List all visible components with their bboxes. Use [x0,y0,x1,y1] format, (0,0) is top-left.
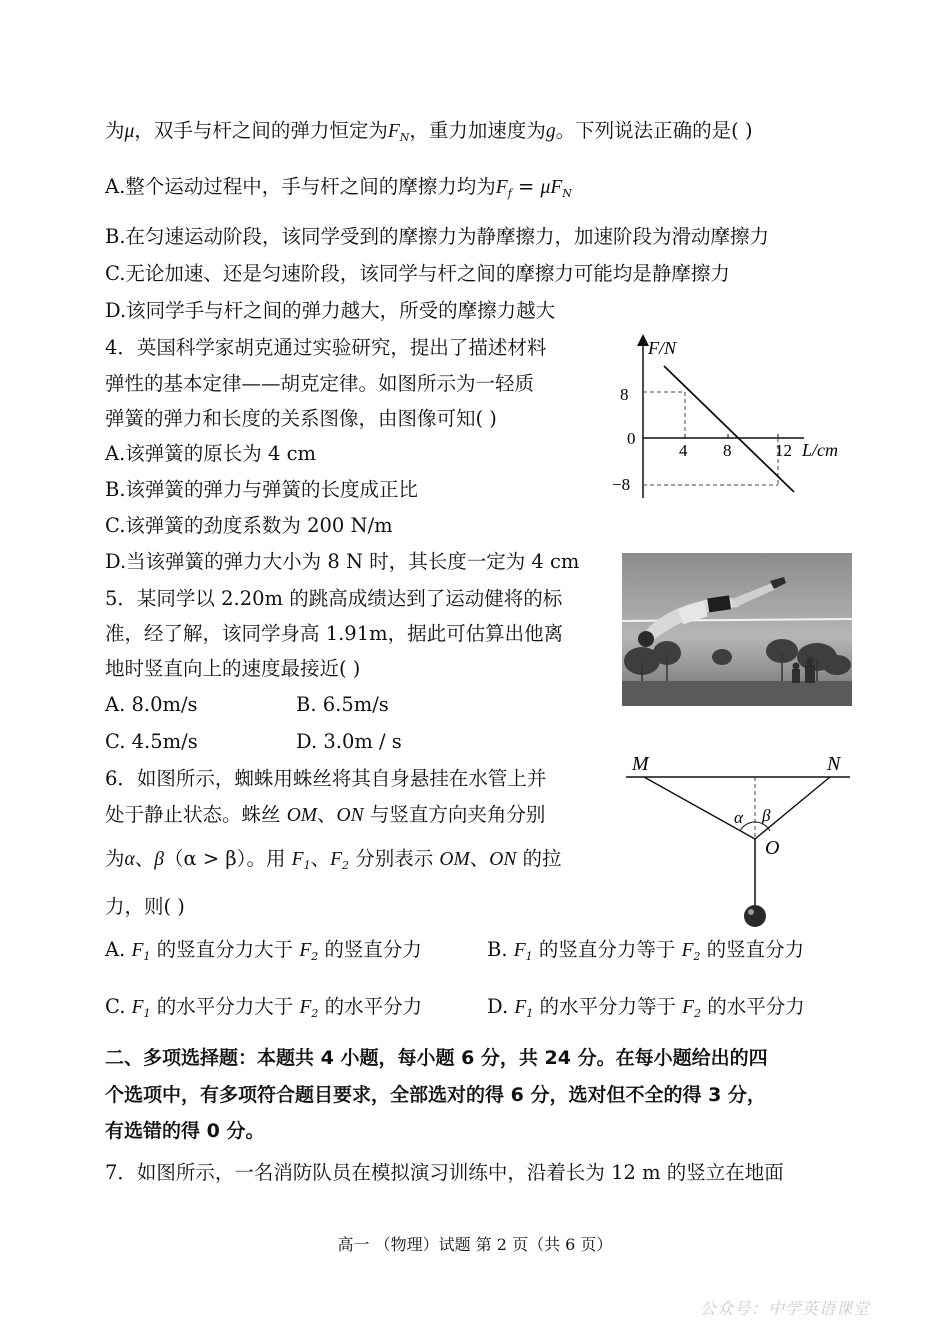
q4-stem-line2: 弹性的基本定律——胡克定律。如图所示为一轻质 [105,372,535,395]
q5-option-d: D. 3.0m / s [296,730,402,753]
label-alpha: α [734,808,743,827]
q5-option-a: A. 8.0m/s [105,693,198,716]
spider-ball [744,905,766,927]
q4-option-b: B.该弹簧的弹力与弹簧的长度成正比 [105,478,419,501]
x-tick-4: 4 [679,441,688,460]
label-o: O [765,837,780,859]
y-tick-8: 8 [620,385,629,404]
x-tick-8: 8 [723,441,732,460]
section2-heading-line3: 有选错的得 0 分。 [105,1120,265,1142]
q4-stem-line1: 4．英国科学家胡克通过实验研究，提出了描述材料 [105,336,547,359]
force-length-line [664,366,794,492]
q3-option-b: B.在匀速运动阶段，该同学受到的摩擦力为静摩擦力，加速阶段为滑动摩擦力 [105,225,770,248]
q6-option-c: C. $F_1$ 的水平分力大于 $F_2$ 的水平分力 [105,995,423,1020]
q3-option-c: C.无论加速、还是匀速阶段，该同学与杆之间的摩擦力可能均是静摩擦力 [105,262,730,285]
q3-option-d: D.该同学手与杆之间的弹力越大，所受的摩擦力越大 [105,299,556,322]
q6-stem-line1: 6．如图所示，蜘蛛用蛛丝将其自身悬挂在水管上并 [105,767,547,790]
q4-option-c: C.该弹簧的劲度系数为 200 N/m [105,514,393,537]
q7-stem-line1: 7．如图所示，一名消防队员在模拟演习训练中，沿着长为 12 m 的竖立在地面 [105,1161,784,1184]
q4-option-d: D.当该弹簧的弹力大小为 8 N 时，其长度一定为 4 cm [105,550,580,573]
hooke-law-graph [612,330,857,502]
q5-stem-line2: 准，经了解，该同学身高 1.91m，据此可估算出他离 [105,622,564,645]
origin-label: 0 [627,429,636,448]
q5-option-c: C. 4.5m/s [105,730,198,753]
q6-stem-line3: 为α、β（α > β）。用 $F_1$、$F_2$ 分别表示 OM、ON 的拉 [105,847,562,872]
q6-option-d: D. $F_1$ 的水平分力等于 $F_2$ 的水平分力 [487,995,805,1020]
section2-heading-line2: 个选项中，有多项符合题目要求，全部选对的得 6 分，选对但不全的得 3 分， [105,1084,766,1106]
x-axis-label: L/cm [802,440,838,460]
q3-option-a: A.整个运动过程中，手与杆之间的摩擦力均为$F_f = \mu F_N$ [105,175,572,200]
spider-thread-figure [622,748,854,934]
label-beta: β [762,806,771,825]
q4-stem-line3: 弹簧的弹力和长度的关系图像，由图像可知( ) [105,407,497,430]
q5-option-b: B. 6.5m/s [296,693,389,716]
q6-option-b: B. $F_1$ 的竖直分力等于 $F_2$ 的竖直分力 [487,938,805,963]
q6-stem-line2: 处于静止状态。蛛丝 OM、ON 与竖直方向夹角分别 [105,803,546,826]
section2-heading-line1: 二、多项选择题：本题共 4 小题，每小题 6 分，共 24 分。在每小题给出的四 [105,1047,768,1069]
y-axis-label: F/N [648,338,677,358]
q6-option-a: A. $F_1$ 的竖直分力大于 $F_2$ 的竖直分力 [105,938,422,963]
q5-stem-line1: 5．某同学以 2.20m 的跳高成绩达到了运动健将的标 [105,587,563,610]
label-m: M [632,753,649,775]
q3-stem: 为μ，双手与杆之间的弹力恒定为$F_N$，重力加速度为g。下列说法正确的是( ) [105,119,753,144]
x-tick-12: 12 [775,441,792,460]
watermark: 公众号：中学英语课堂 [699,1299,870,1318]
q6-stem-line4: 力，则( ) [105,895,185,918]
y-tick-neg8: −8 [612,475,631,494]
q4-option-a: A.该弹簧的原长为 4 cm [105,442,316,465]
page-footer: 高一 （物理）试题 第 2 页（共 6 页） [337,1235,613,1254]
high-jump-photo [622,553,852,706]
q5-stem-line3: 地时竖直向上的速度最接近( ) [105,657,361,680]
label-n: N [827,753,841,775]
